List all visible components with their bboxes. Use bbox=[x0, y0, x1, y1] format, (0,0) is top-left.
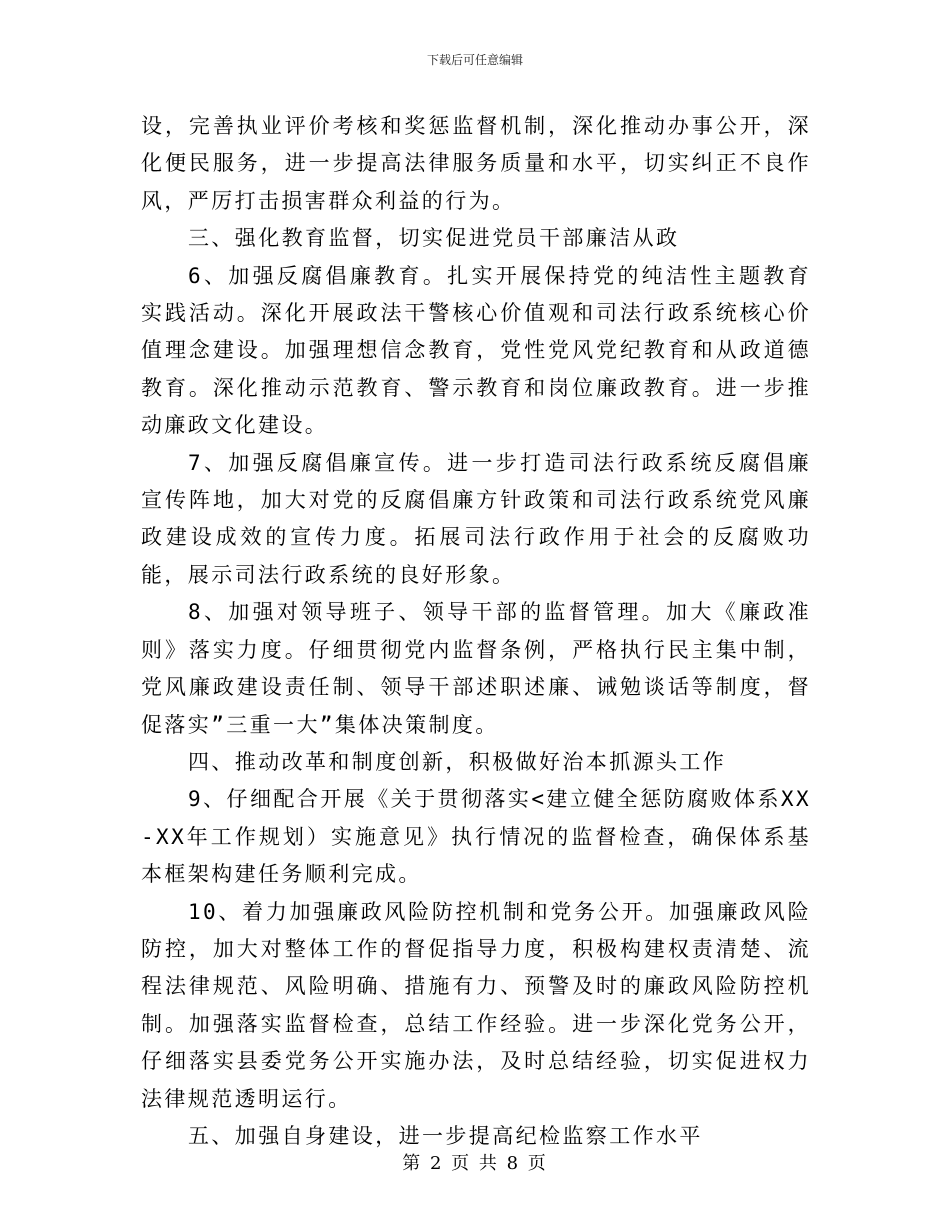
paragraph-10: 10、着力加强廉政风险防控机制和党务公开。加强廉政风险防控，加大对整体工作的督促指导力度，积极构建权责清楚、流程法律规范、风险明确、措施有力、预警及时的廉政风险防控机制。加强落实监督检查，总结工作经验。进一步深化党务公开，仔细落实县委党务公开实施办法，及时总结经验，切实促进权力法律规范透明运行。 bbox=[141, 899, 811, 1111]
paragraph-8: 8、加强对领导班子、领导干部的监督管理。加大《廉政准则》落实力度。仔细贯彻党内监督条例，严格执行民主集中制，党风廉政建设责任制、领导干部述职述廉、诫勉谈话等制度，督促落实”三重一大”集体决策制度。 bbox=[141, 600, 811, 737]
document-body bbox=[141, 108, 811, 1155]
paragraph-6: 6、加强反腐倡廉教育。扎实开展保持党的纯洁性主题教育实践活动。深化开展政法干警核心价值观和司法行政系统核心价值理念建设。加强理想信念教育，党性党风党纪教育和从政道德教育。深化推动示范教育、警示教育和岗位廉政教育。进一步推动廉政文化建设。 bbox=[141, 263, 811, 438]
section-heading-4: 四、推动改革和制度创新，积极做好治本抓源头工作 bbox=[188, 749, 727, 774]
section-heading-5: 五、加强自身建设，进一步提高纪检监察工作水平 bbox=[188, 1123, 703, 1148]
page-number: 第 2 页 共 8 页 bbox=[402, 1153, 548, 1174]
paragraph-continuation: 设，完善执业评价考核和奖惩监督机制，深化推动办事公开，深化便民服务，进一步提高法律服务质量和水平，切实纠正不良作风，严厉打击损害群众利益的行为。 bbox=[141, 114, 811, 213]
paragraph-9: 9、仔细配合开展《关于贯彻落实<建立健全惩防腐败体系XX-XX年工作规划）实施意见》执行情况的监督检查，确保体系基本框架构建任务顺利完成。 bbox=[141, 787, 811, 887]
section-heading-3: 三、强化教育监督，切实促进党员干部廉洁从政 bbox=[188, 226, 680, 251]
page-header: 下载后可任意编辑 bbox=[426, 53, 523, 67]
paragraph-7: 7、加强反腐倡廉宣传。进一步打造司法行政系统反腐倡廉宣传阵地，加大对党的反腐倡廉方针政策和司法行政系统党风廉政建设成效的宣传力度。拓展司法行政作用于社会的反腐败功能，展示司法行政系统的良好形象。 bbox=[141, 450, 811, 587]
